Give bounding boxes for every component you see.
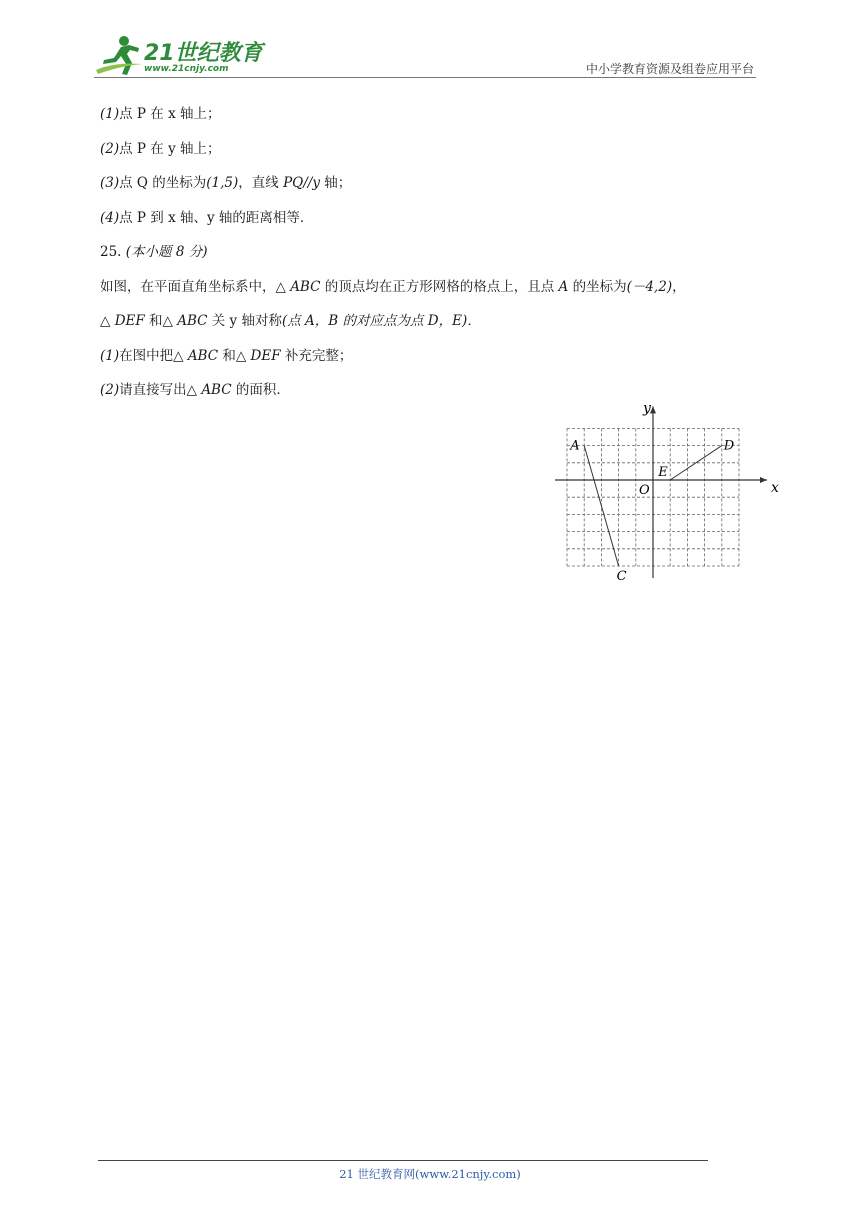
platform-title: 中小学教育资源及组卷应用平台	[585, 62, 754, 76]
coordinate-grid	[548, 398, 779, 588]
label-d: D	[723, 438, 735, 454]
footer-text[interactable]: 21 世纪教育网(www.21cnjy.com)	[339, 1167, 521, 1181]
question-25-sub-1: (1)在图中把△ ABC 和△ DEF 补充完整；	[100, 347, 353, 364]
logo-url: www.21cnjy.com	[144, 64, 229, 74]
coordinate-grid-figure	[548, 398, 779, 588]
label-e: E	[658, 465, 668, 480]
question-item-2: (2)点 P 在 y 轴上；	[100, 140, 221, 157]
page-header	[94, 30, 756, 78]
runner-logo-icon	[94, 34, 146, 78]
label-x-axis: x	[771, 480, 779, 496]
question-item-3: (3)点 Q 的坐标为(1,5)，直线 PQ//y 轴；	[100, 175, 352, 191]
label-y-axis: y	[643, 400, 651, 417]
footer-divider	[98, 1160, 708, 1161]
label-origin: O	[639, 483, 650, 498]
logo-text: 21世纪教育	[144, 41, 263, 66]
label-a: A	[570, 438, 580, 454]
x-axis-arrow-icon	[760, 477, 767, 483]
header-divider	[94, 77, 756, 78]
site-logo[interactable]	[94, 34, 264, 78]
question-content	[100, 104, 760, 415]
question-25-sub-2: (2)请直接写出△ ABC 的面积．	[100, 382, 290, 398]
label-c: C	[616, 569, 627, 584]
question-25-text-line1: 如图，在平面直角坐标系中，△ ABC 的顶点均在正方形网格的格点上，且点 A 的坐标为(－4,2)，	[100, 278, 686, 295]
question-item-1: (1)点 P 在 x 轴上；	[100, 106, 221, 122]
question-25-text-line2: △ DEF 和△ ABC 关 y 轴对称(点 A，B 的对应点为点 D，E)．	[100, 313, 481, 329]
question-item-4: (4)点 P 到 x 轴、y 轴的距离相等．	[100, 209, 314, 226]
question-25-title: 25. (本小题 8 分)	[100, 244, 208, 260]
